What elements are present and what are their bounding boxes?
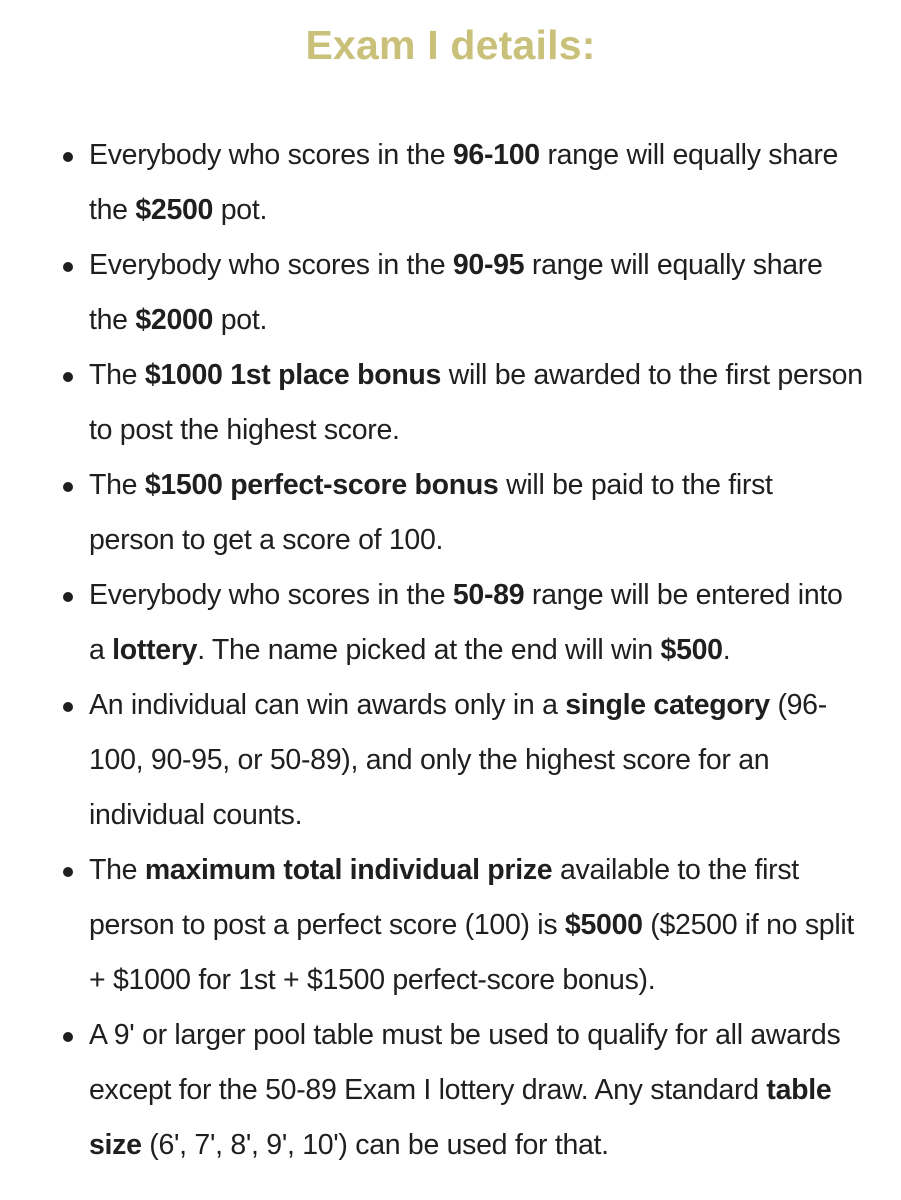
bullet-text (89, 854, 854, 996)
bullet-segment: The (89, 469, 145, 501)
bullet-segment: available to the first person to post a perfect score (100) is (89, 854, 799, 941)
bullet-segment: Everybody who scores in the (89, 579, 453, 611)
bullet-item (0, 238, 901, 348)
bullet-emphasis: $5000 (564, 909, 643, 941)
bullet-emphasis: $2500 (135, 194, 214, 226)
bullet-item (0, 678, 901, 843)
bullet-segment: An individual can win awards only in a (89, 689, 566, 721)
bullet-emphasis: 90-95 (452, 249, 525, 281)
bullet-segment: The (89, 359, 145, 391)
bullet-segment: . The name picked at the end will win (197, 634, 661, 666)
bullet-text (89, 359, 863, 446)
bullet-text (89, 139, 838, 226)
bullet-segment: (96-100, 90-95, or 50-89), and only the highest score for an individual counts. (89, 689, 827, 831)
bullet-dot-icon (63, 1032, 73, 1042)
bullet-segment: will be paid to the first person to get a score of 100. (89, 469, 773, 556)
bullet-dot-icon (63, 372, 73, 382)
bullet-emphasis: $1000 1st place bonus (144, 359, 442, 391)
bullet-dot-icon (63, 262, 73, 272)
bullet-dot-icon (63, 482, 73, 492)
bullet-segment: range will equally share the (89, 139, 839, 226)
bullet-segment: (6', 7', 8', 9', 10') can be used for that. (141, 1129, 609, 1161)
bullet-dot-icon (63, 702, 73, 712)
bullet-text (89, 1019, 840, 1161)
bullet-segment: Everybody who scores in the (89, 249, 453, 281)
bullet-segment: pot. (213, 194, 268, 226)
bullet-item (0, 348, 901, 458)
bullet-segment: range will equally share the (89, 249, 823, 336)
bullet-dot-icon (63, 592, 73, 602)
bullet-emphasis: 96-100 (452, 139, 540, 171)
bullet-emphasis: $500 (660, 634, 723, 666)
bullet-segment: The (89, 854, 145, 886)
bullet-text (89, 579, 843, 666)
bullet-emphasis: maximum total individual prize (144, 854, 553, 886)
page-title: Exam I details: (305, 22, 596, 68)
bullet-segment: . (722, 634, 731, 666)
bullet-list (0, 128, 901, 1173)
bullet-item (0, 1008, 901, 1173)
bullet-item (0, 843, 901, 1008)
bullet-text (89, 469, 773, 556)
bullet-emphasis: table size (89, 1074, 832, 1161)
bullet-segment: Everybody who scores in the (89, 139, 453, 171)
bullet-dot-icon (63, 867, 73, 877)
bullet-emphasis: 50-89 (452, 579, 525, 611)
bullet-emphasis: lottery (112, 634, 198, 666)
bullet-emphasis: $2000 (135, 304, 214, 336)
bullet-emphasis: single category (565, 689, 770, 721)
bullet-item (0, 458, 901, 568)
bullet-item (0, 568, 901, 678)
bullet-segment: ($2500 if no split + $1000 for 1st + $1500 perfect-score bonus). (89, 909, 855, 996)
bullet-segment: A 9' or larger pool table must be used to qualify for all awards except for the 50-89 Exam I lottery draw. Any standard (89, 1019, 841, 1106)
bullet-segment: range will be entered into a (89, 579, 843, 666)
bullet-segment: will be awarded to the first person to post the highest score. (89, 359, 863, 446)
bullet-text (89, 249, 823, 336)
bullet-item (0, 128, 901, 238)
bullet-dot-icon (63, 152, 73, 162)
bullet-emphasis: $1500 perfect-score bonus (144, 469, 499, 501)
bullet-text (89, 689, 827, 831)
bullet-segment: pot. (213, 304, 268, 336)
